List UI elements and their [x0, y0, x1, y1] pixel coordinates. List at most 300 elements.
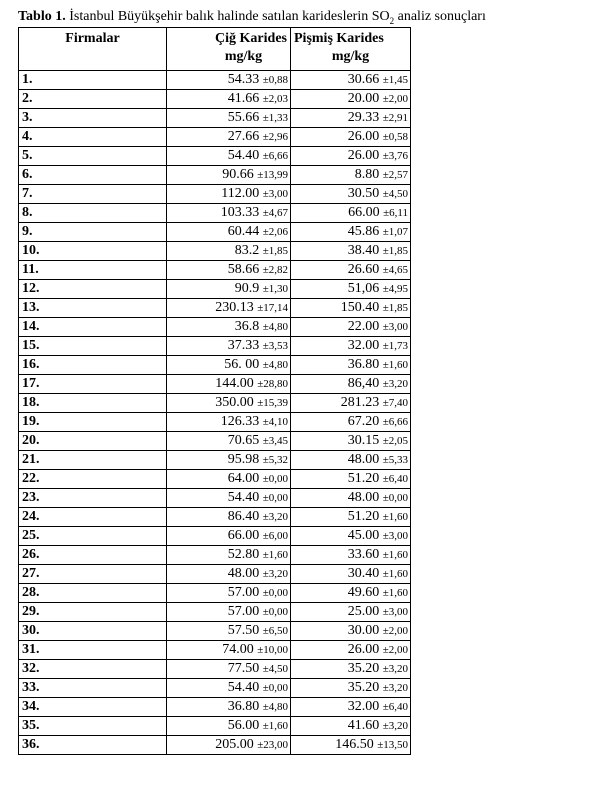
cooked-value: 146.50	[335, 737, 374, 752]
raw-sd: ±4,10	[262, 416, 288, 428]
firm-cell: 20.	[19, 432, 167, 451]
raw-value: 66.00	[227, 528, 260, 543]
cooked-sd: ±0,00	[382, 492, 408, 504]
cooked-cell	[291, 527, 411, 546]
raw-sd: ±5,32	[262, 454, 288, 466]
cooked-sd: ±3,00	[382, 530, 408, 542]
cooked-sd: ±3,20	[382, 720, 408, 732]
cooked-cell	[291, 432, 411, 451]
raw-value: 90.9	[234, 281, 260, 296]
table-row	[19, 584, 411, 603]
firm-cell: 8.	[19, 204, 167, 223]
table-row	[19, 622, 411, 641]
firm-cell: 25.	[19, 527, 167, 546]
raw-cell	[167, 679, 291, 698]
raw-sd: ±28,80	[257, 378, 288, 390]
cooked-value: 35.20	[347, 680, 380, 695]
raw-value: 60.44	[227, 224, 260, 239]
cooked-cell	[291, 356, 411, 375]
firm-cell: 24.	[19, 508, 167, 527]
firm-cell: 33.	[19, 679, 167, 698]
raw-cell	[167, 71, 291, 90]
table-row	[19, 242, 411, 261]
cooked-cell	[291, 717, 411, 736]
cooked-cell	[291, 394, 411, 413]
raw-sd: ±15,39	[257, 397, 288, 409]
raw-value: 52.80	[227, 547, 260, 562]
firm-cell: 32.	[19, 660, 167, 679]
table-row	[19, 185, 411, 204]
firm-cell: 4.	[19, 128, 167, 147]
raw-sd: ±4,67	[262, 207, 288, 219]
firm-cell: 29.	[19, 603, 167, 622]
raw-sd: ±4,80	[262, 701, 288, 713]
raw-sd: ±0,00	[262, 473, 288, 485]
cooked-value: 35.20	[347, 661, 380, 676]
cooked-cell	[291, 679, 411, 698]
cooked-cell	[291, 565, 411, 584]
cooked-value: 30.50	[347, 186, 380, 201]
table-row	[19, 147, 411, 166]
firm-cell: 15.	[19, 337, 167, 356]
cooked-value: 26.00	[347, 642, 380, 657]
cooked-value: 30.15	[347, 433, 380, 448]
cooked-cell	[291, 185, 411, 204]
cooked-value: 26.00	[347, 148, 380, 163]
header-raw-unit: mg/kg	[224, 49, 263, 64]
raw-cell	[167, 660, 291, 679]
cooked-sd: ±3,00	[382, 606, 408, 618]
raw-value: 86.40	[227, 509, 260, 524]
firm-cell: 28.	[19, 584, 167, 603]
raw-cell	[167, 356, 291, 375]
raw-sd: ±3,20	[262, 511, 288, 523]
cooked-value: 38.40	[347, 243, 380, 258]
firm-cell: 13.	[19, 299, 167, 318]
cooked-cell	[291, 508, 411, 527]
raw-cell	[167, 223, 291, 242]
raw-cell	[167, 166, 291, 185]
cooked-cell	[291, 546, 411, 565]
raw-cell	[167, 470, 291, 489]
raw-sd: ±0,00	[262, 492, 288, 504]
raw-value: 74.00	[222, 642, 254, 657]
table-row	[19, 337, 411, 356]
firm-cell: 35.	[19, 717, 167, 736]
cooked-value: 26.00	[347, 129, 380, 144]
cooked-sd: ±1,85	[382, 302, 408, 314]
firm-cell: 17.	[19, 375, 167, 394]
cooked-value: 22.00	[347, 319, 380, 334]
cooked-value: 51.20	[347, 509, 380, 524]
cooked-cell	[291, 261, 411, 280]
raw-sd: ±1,30	[262, 283, 288, 295]
cooked-sd: ±1,85	[382, 245, 408, 257]
raw-sd: ±0,00	[262, 682, 288, 694]
raw-value: 41.66	[227, 91, 260, 106]
raw-sd: ±1,85	[262, 245, 288, 257]
raw-value: 144.00	[215, 376, 254, 391]
cooked-sd: ±6,66	[382, 416, 408, 428]
table-caption	[18, 8, 588, 25]
firm-cell: 16.	[19, 356, 167, 375]
raw-cell	[167, 698, 291, 717]
raw-cell	[167, 736, 291, 755]
cooked-cell	[291, 318, 411, 337]
cooked-sd: ±2,05	[382, 435, 408, 447]
raw-sd: ±4,80	[262, 321, 288, 333]
firm-cell: 26.	[19, 546, 167, 565]
cooked-sd: ±13,50	[377, 739, 408, 751]
raw-sd: ±6,00	[262, 530, 288, 542]
table-row	[19, 489, 411, 508]
cooked-value: 86,40	[347, 376, 380, 391]
cooked-value: 32.00	[347, 699, 380, 714]
cooked-cell	[291, 90, 411, 109]
raw-sd: ±10,00	[257, 644, 288, 656]
cooked-cell	[291, 71, 411, 90]
cooked-sd: ±1,07	[382, 226, 408, 238]
raw-sd: ±3,20	[262, 568, 288, 580]
raw-cell	[167, 337, 291, 356]
header-cooked-title: Pişmiş Karides	[294, 31, 384, 46]
cooked-value: 66.00	[348, 205, 380, 220]
raw-cell	[167, 147, 291, 166]
table-row	[19, 717, 411, 736]
table-row	[19, 641, 411, 660]
raw-value: 90.66	[222, 167, 254, 182]
firm-cell: 30.	[19, 622, 167, 641]
cooked-value: 48.00	[347, 452, 380, 467]
cooked-cell	[291, 280, 411, 299]
table-row	[19, 451, 411, 470]
cooked-cell	[291, 299, 411, 318]
cooked-sd: ±0,58	[382, 131, 408, 143]
cooked-value: 26.60	[347, 262, 380, 277]
firm-cell: 9.	[19, 223, 167, 242]
raw-cell	[167, 280, 291, 299]
raw-value: 230.13	[215, 300, 254, 315]
raw-value: 77.50	[227, 661, 260, 676]
raw-cell	[167, 508, 291, 527]
cooked-cell	[291, 622, 411, 641]
cooked-value: 30.66	[347, 72, 380, 87]
cooked-sd: ±3,20	[382, 378, 408, 390]
cooked-sd: ±1,45	[382, 74, 408, 86]
table-row	[19, 166, 411, 185]
raw-cell	[167, 394, 291, 413]
firm-cell: 31.	[19, 641, 167, 660]
results-table	[18, 27, 411, 755]
cooked-sd: ±4,65	[382, 264, 408, 276]
table-row	[19, 223, 411, 242]
raw-value: 37.33	[227, 338, 260, 353]
cooked-sd: ±2,57	[382, 169, 408, 181]
raw-sd: ±4,80	[262, 359, 288, 371]
raw-value: 36.80	[227, 699, 260, 714]
cooked-value: 30.00	[347, 623, 380, 638]
raw-value: 56.00	[227, 718, 260, 733]
cooked-value: 32.00	[347, 338, 380, 353]
firm-cell: 1.	[19, 71, 167, 90]
raw-cell	[167, 451, 291, 470]
cooked-cell	[291, 223, 411, 242]
caption-text-end: analiz sonuçları	[394, 9, 486, 24]
table-row	[19, 90, 411, 109]
raw-cell	[167, 641, 291, 660]
cooked-sd: ±1,60	[382, 359, 408, 371]
cooked-sd: ±3,76	[382, 150, 408, 162]
firm-cell: 3.	[19, 109, 167, 128]
header-cooked-unit: mg/kg	[331, 49, 370, 64]
raw-value: 57.00	[227, 604, 260, 619]
raw-value: 83.2	[234, 243, 260, 258]
table-row	[19, 261, 411, 280]
raw-value: 58.66	[227, 262, 260, 277]
raw-value: 56. 00	[224, 357, 260, 372]
cooked-cell	[291, 736, 411, 755]
header-row	[19, 28, 411, 71]
raw-sd: ±3,53	[262, 340, 288, 352]
raw-sd: ±2,96	[262, 131, 288, 143]
firm-cell: 27.	[19, 565, 167, 584]
cooked-cell	[291, 109, 411, 128]
cooked-sd: ±3,20	[382, 682, 408, 694]
firm-cell: 22.	[19, 470, 167, 489]
cooked-value: 49.60	[347, 585, 380, 600]
cooked-sd: ±1,60	[382, 587, 408, 599]
cooked-cell	[291, 337, 411, 356]
raw-cell	[167, 622, 291, 641]
raw-sd: ±0,88	[262, 74, 288, 86]
cooked-cell	[291, 698, 411, 717]
raw-value: 103.33	[220, 205, 260, 220]
cooked-cell	[291, 375, 411, 394]
firm-cell: 18.	[19, 394, 167, 413]
raw-sd: ±0,00	[262, 587, 288, 599]
raw-value: 64.00	[227, 471, 260, 486]
table-row	[19, 280, 411, 299]
cooked-value: 36.80	[347, 357, 380, 372]
caption-text: İstanbul Büyükşehir balık halinde satılan karideslerin SO	[69, 9, 390, 24]
firm-cell: 2.	[19, 90, 167, 109]
table-row	[19, 109, 411, 128]
raw-value: 54.33	[227, 72, 260, 87]
raw-sd: ±3,00	[262, 188, 288, 200]
cooked-cell	[291, 166, 411, 185]
cooked-value: 45.00	[347, 528, 380, 543]
table-row	[19, 736, 411, 755]
cooked-cell	[291, 147, 411, 166]
raw-sd: ±4,50	[262, 663, 288, 675]
cooked-sd: ±2,00	[382, 93, 408, 105]
cooked-value: 48.00	[347, 490, 380, 505]
table-row	[19, 318, 411, 337]
raw-value: 54.40	[227, 148, 260, 163]
cooked-sd: ±6,40	[382, 473, 408, 485]
cooked-value: 20.00	[347, 91, 380, 106]
cooked-cell	[291, 603, 411, 622]
raw-sd: ±17,14	[257, 302, 288, 314]
table-row	[19, 508, 411, 527]
table-row	[19, 470, 411, 489]
cooked-value: 67.20	[347, 414, 380, 429]
cooked-sd: ±6,11	[383, 207, 408, 219]
cooked-cell	[291, 242, 411, 261]
firm-cell: 6.	[19, 166, 167, 185]
raw-sd: ±6,66	[262, 150, 288, 162]
firm-cell: 21.	[19, 451, 167, 470]
table-row	[19, 356, 411, 375]
cooked-cell	[291, 204, 411, 223]
cooked-cell	[291, 470, 411, 489]
raw-sd: ±2,82	[262, 264, 288, 276]
table-row	[19, 413, 411, 432]
cooked-sd: ±1,73	[382, 340, 408, 352]
cooked-sd: ±1,60	[382, 568, 408, 580]
table-row	[19, 546, 411, 565]
raw-value: 95.98	[227, 452, 260, 467]
raw-cell	[167, 261, 291, 280]
cooked-cell	[291, 128, 411, 147]
cooked-sd: ±2,00	[382, 625, 408, 637]
raw-value: 350.00	[215, 395, 254, 410]
cooked-value: 8.80	[354, 167, 380, 182]
firm-cell: 10.	[19, 242, 167, 261]
raw-value: 205.00	[215, 737, 254, 752]
cooked-value: 51,06	[347, 281, 380, 296]
firm-cell: 7.	[19, 185, 167, 204]
raw-cell	[167, 299, 291, 318]
cooked-sd: ±1,60	[382, 511, 408, 523]
cooked-value: 33.60	[347, 547, 380, 562]
firm-cell: 12.	[19, 280, 167, 299]
cooked-sd: ±3,20	[382, 663, 408, 675]
cooked-sd: ±1,60	[382, 549, 408, 561]
firm-cell: 11.	[19, 261, 167, 280]
raw-sd: ±6,50	[262, 625, 288, 637]
raw-cell	[167, 565, 291, 584]
cooked-value: 30.40	[347, 566, 380, 581]
firm-cell: 36.	[19, 736, 167, 755]
raw-cell	[167, 375, 291, 394]
table-row	[19, 660, 411, 679]
table-row	[19, 128, 411, 147]
table-row	[19, 603, 411, 622]
table-row	[19, 204, 411, 223]
raw-value: 57.00	[227, 585, 260, 600]
firm-cell: 34.	[19, 698, 167, 717]
header-firm: Firmalar	[19, 28, 167, 71]
cooked-sd: ±3,00	[382, 321, 408, 333]
raw-value: 48.00	[227, 566, 260, 581]
table-row	[19, 679, 411, 698]
cooked-sd: ±7,40	[382, 397, 408, 409]
raw-value: 57.50	[227, 623, 260, 638]
raw-cell	[167, 584, 291, 603]
raw-sd: ±1,60	[262, 720, 288, 732]
cooked-cell	[291, 451, 411, 470]
raw-cell	[167, 109, 291, 128]
raw-value: 126.33	[220, 414, 260, 429]
raw-cell	[167, 603, 291, 622]
table-row	[19, 71, 411, 90]
raw-cell	[167, 413, 291, 432]
header-raw-title: Çiğ Karides	[215, 31, 287, 46]
raw-cell	[167, 546, 291, 565]
raw-sd: ±23,00	[257, 739, 288, 751]
raw-value: 70.65	[227, 433, 260, 448]
caption-label: Tablo 1.	[18, 9, 66, 24]
raw-cell	[167, 242, 291, 261]
raw-sd: ±2,03	[262, 93, 288, 105]
cooked-sd: ±4,50	[382, 188, 408, 200]
firm-cell: 14.	[19, 318, 167, 337]
table-row	[19, 299, 411, 318]
firm-cell: 5.	[19, 147, 167, 166]
table-row	[19, 432, 411, 451]
cooked-value: 281.23	[340, 395, 380, 410]
raw-cell	[167, 432, 291, 451]
cooked-value: 150.40	[340, 300, 380, 315]
cooked-cell	[291, 660, 411, 679]
cooked-cell	[291, 489, 411, 508]
cooked-cell	[291, 584, 411, 603]
raw-cell	[167, 318, 291, 337]
caption-subscript: 2	[389, 15, 395, 26]
cooked-value: 51.20	[347, 471, 380, 486]
cooked-sd: ±5,33	[382, 454, 408, 466]
cooked-sd: ±4,95	[382, 283, 408, 295]
cooked-cell	[291, 413, 411, 432]
raw-sd: ±1,33	[262, 112, 288, 124]
raw-sd: ±3,45	[262, 435, 288, 447]
raw-value: 55.66	[227, 110, 260, 125]
firm-cell: 19.	[19, 413, 167, 432]
cooked-sd: ±6,40	[382, 701, 408, 713]
raw-cell	[167, 90, 291, 109]
header-cooked	[291, 28, 411, 71]
table-body	[19, 71, 411, 755]
cooked-sd: ±2,00	[382, 644, 408, 656]
table-row	[19, 527, 411, 546]
raw-value: 54.40	[227, 490, 260, 505]
raw-value: 27.66	[227, 129, 260, 144]
raw-value: 112.00	[221, 186, 260, 201]
raw-sd: ±2,06	[262, 226, 288, 238]
raw-sd: ±13,99	[257, 169, 288, 181]
raw-cell	[167, 527, 291, 546]
raw-sd: ±1,60	[262, 549, 288, 561]
raw-cell	[167, 489, 291, 508]
cooked-value: 29.33	[347, 110, 380, 125]
cooked-cell	[291, 641, 411, 660]
raw-cell	[167, 128, 291, 147]
raw-sd: ±0,00	[262, 606, 288, 618]
raw-value: 54.40	[227, 680, 260, 695]
cooked-value: 25.00	[347, 604, 380, 619]
cooked-value: 45.86	[347, 224, 380, 239]
table-row	[19, 394, 411, 413]
raw-cell	[167, 717, 291, 736]
cooked-value: 41.60	[347, 718, 380, 733]
firm-cell: 23.	[19, 489, 167, 508]
table-row	[19, 698, 411, 717]
table-row	[19, 375, 411, 394]
header-raw	[167, 28, 291, 71]
raw-value: 36.8	[234, 319, 260, 334]
cooked-sd: ±2,91	[382, 112, 408, 124]
